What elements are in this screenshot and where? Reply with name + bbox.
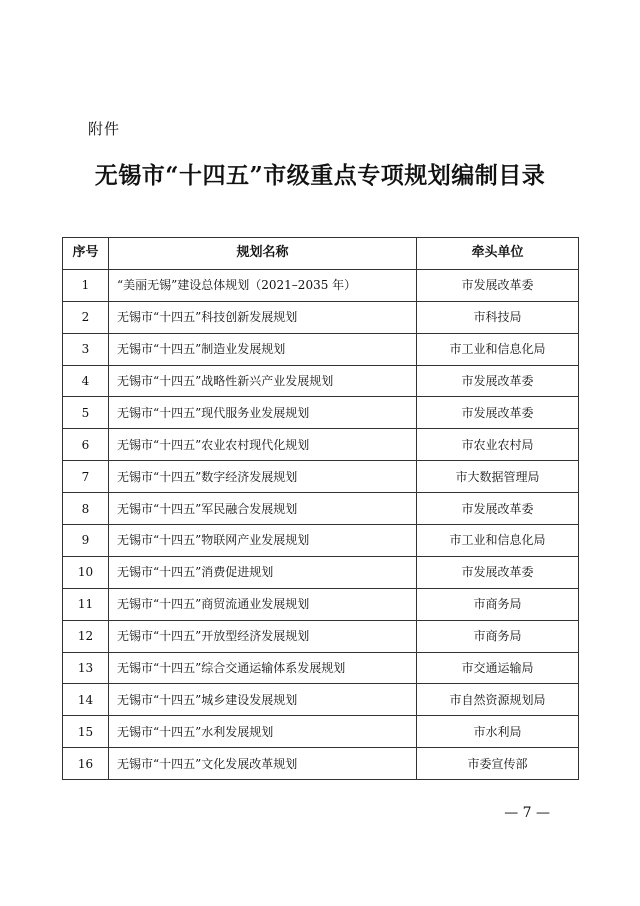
row-no: 11 xyxy=(63,588,109,620)
row-no: 9 xyxy=(63,525,109,557)
row-unit: 市发展改革委 xyxy=(417,269,579,301)
row-name: 无锡市“十四五”商贸流通业发展规划 xyxy=(109,588,417,620)
row-name: 无锡市“十四五”消费促进规划 xyxy=(109,556,417,588)
row-no: 3 xyxy=(63,333,109,365)
header-name: 规划名称 xyxy=(109,238,417,270)
table-row xyxy=(63,684,579,716)
row-name: 无锡市“十四五”战略性新兴产业发展规划 xyxy=(109,365,417,397)
table-row xyxy=(63,556,579,588)
row-no: 8 xyxy=(63,493,109,525)
table-row xyxy=(63,365,579,397)
row-unit: 市水利局 xyxy=(417,716,579,748)
row-no: 4 xyxy=(63,365,109,397)
row-no: 5 xyxy=(63,397,109,429)
row-name: 无锡市“十四五”科技创新发展规划 xyxy=(109,301,417,333)
row-name: 无锡市“十四五”农业农村现代化规划 xyxy=(109,429,417,461)
table-row xyxy=(63,493,579,525)
row-unit: 市工业和信息化局 xyxy=(417,333,579,365)
row-name: 无锡市“十四五”现代服务业发展规划 xyxy=(109,397,417,429)
row-no: 6 xyxy=(63,429,109,461)
row-no: 2 xyxy=(63,301,109,333)
row-unit: 市自然资源规划局 xyxy=(417,684,579,716)
table-row xyxy=(63,301,579,333)
row-no: 7 xyxy=(63,461,109,493)
row-unit: 市农业农村局 xyxy=(417,429,579,461)
row-name: 无锡市“十四五”物联网产业发展规划 xyxy=(109,525,417,557)
table-row xyxy=(63,333,579,365)
row-unit: 市委宣传部 xyxy=(417,748,579,780)
row-name: 无锡市“十四五”开放型经济发展规划 xyxy=(109,620,417,652)
table-row xyxy=(63,397,579,429)
page-number: — 7 — xyxy=(504,805,550,821)
table-row xyxy=(63,525,579,557)
table-row xyxy=(63,588,579,620)
table-row xyxy=(63,620,579,652)
plan-table xyxy=(62,237,579,780)
table-row xyxy=(63,652,579,684)
row-unit: 市交通运输局 xyxy=(417,652,579,684)
page-title: 无锡市“十四五”市级重点专项规划编制目录 xyxy=(94,162,546,189)
row-unit: 市商务局 xyxy=(417,588,579,620)
row-no: 16 xyxy=(63,748,109,780)
row-name: 无锡市“十四五”综合交通运输体系发展规划 xyxy=(109,652,417,684)
table-row xyxy=(63,461,579,493)
row-name: 无锡市“十四五”军民融合发展规划 xyxy=(109,493,417,525)
table-row xyxy=(63,748,579,780)
row-name: “美丽无锡”建设总体规划（2021–2035 年） xyxy=(109,269,417,301)
row-unit: 市发展改革委 xyxy=(417,365,579,397)
row-no: 15 xyxy=(63,716,109,748)
row-unit: 市大数据管理局 xyxy=(417,461,579,493)
row-no: 13 xyxy=(63,652,109,684)
table-row xyxy=(63,716,579,748)
row-unit: 市发展改革委 xyxy=(417,493,579,525)
row-unit: 市发展改革委 xyxy=(417,556,579,588)
header-unit: 牵头单位 xyxy=(417,238,579,270)
row-no: 10 xyxy=(63,556,109,588)
table-header-row xyxy=(63,238,579,270)
header-no: 序号 xyxy=(63,238,109,270)
row-unit: 市工业和信息化局 xyxy=(417,525,579,557)
table-row xyxy=(63,429,579,461)
row-unit: 市发展改革委 xyxy=(417,397,579,429)
attachment-label: 附件 xyxy=(88,120,121,138)
row-unit: 市科技局 xyxy=(417,301,579,333)
row-name: 无锡市“十四五”城乡建设发展规划 xyxy=(109,684,417,716)
row-no: 1 xyxy=(63,269,109,301)
row-name: 无锡市“十四五”数字经济发展规划 xyxy=(109,461,417,493)
row-name: 无锡市“十四五”制造业发展规划 xyxy=(109,333,417,365)
row-name: 无锡市“十四五”水利发展规划 xyxy=(109,716,417,748)
row-unit: 市商务局 xyxy=(417,620,579,652)
row-no: 12 xyxy=(63,620,109,652)
row-name: 无锡市“十四五”文化发展改革规划 xyxy=(109,748,417,780)
row-no: 14 xyxy=(63,684,109,716)
table-row xyxy=(63,269,579,301)
